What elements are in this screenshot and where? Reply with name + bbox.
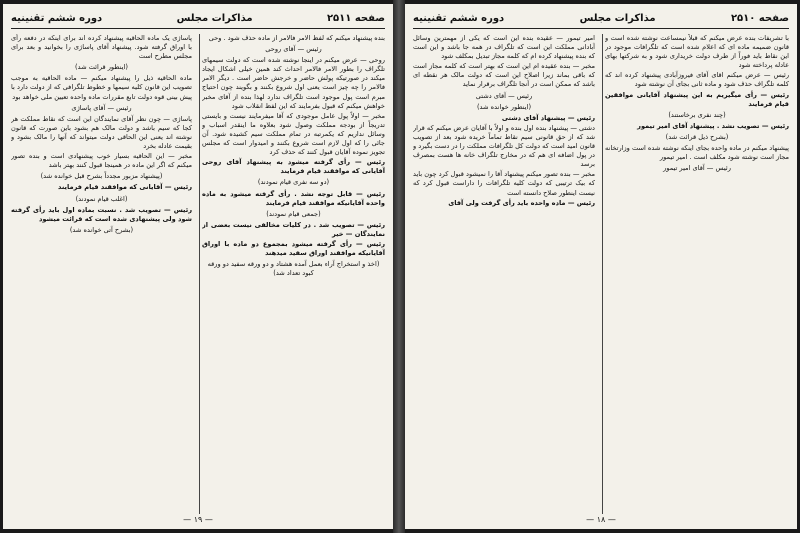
paragraph: (اغلب قیام نمودند) xyxy=(75,194,128,203)
paragraph: (جمعی قیام نمودند) xyxy=(266,209,321,218)
paragraph: مخبر — این الحاقیه بسیار خوب پیشنهادی است و بنده تصور میکنم که اگر این ماده در همینجا قبول کنند بهتر باشد xyxy=(11,152,192,170)
right-running-title: مذاکرات مجلس xyxy=(579,12,656,24)
paragraph: رئیس — عرض میکنم اقای آقای فیروزآبادی پیشنهاد کرده اند که کلمه تلگراف حذف شود و ماده ثانی بجای آن نوشته شود xyxy=(605,71,789,89)
right-page-header xyxy=(413,10,789,26)
paragraph: (دو سه نفری قیام نمودند) xyxy=(257,178,330,187)
paragraph: پاساژی یک ماده الحاقیه پیشنهاد کرده اند برای اینکه در دفعه رأی با اوراق گرفته شود. پیشنهاد آقای پاساژی را بخوانید و بعد برای مجلس مطرح است xyxy=(11,34,192,61)
paragraph: مخبر — بنده تصور میکنم پیشنهاد آقا را نمیشود قبول کرد چون باید که بیک ترتیبی که دولت کلیه تلگرافات را داراست قبول کرد که نیست اینطور صلاح دانسته است xyxy=(413,170,595,197)
paragraph: رئیس — رأی گرفته میشود به پیشنهاد آقای روحی آقایانی که موافقند قیام فرمایند xyxy=(202,158,385,176)
paragraph: روحی — عرض میکنم در اینجا نوشته شده است که دولت سیمهای تلگراف را بطور الامر فالامر احداث کند همین خیلی اشکال ایجاد میکند در صورتیکه پولش حاضر و خرجش حاضر است . دیگر الامر فالامر را چه چیز است یعنی اول شروع بکنند و بگویند چون احتیاج مبرم است پول موجود است تلگراف ندارد لهذا بنده از آقای مخبر خواهش میکنم که قبول بفرمایند که این لفظ انقلاب شود xyxy=(202,56,385,110)
header-rule xyxy=(413,28,789,29)
paragraph: (اینطور خوانده شد) xyxy=(476,102,532,111)
right-page-right-column xyxy=(605,34,789,514)
paragraph: مخبر — اولاً پول عامل موجودی که آقا میفرمایند نیست و بایستی تدریجاً از بودجه مملکت وصول شود بعلاوه ما اینقدر اسباب و وسائل نداریم که یکمرتبه در تمام مملکت سیم کشیده شود. آن جائی را که اول لازم است شروع بکنند و امیدوار است که مجلس تجویز نموده آقایان قبول کنند که حذف کرد xyxy=(202,111,385,157)
paragraph: رئیس — آقای دشتی xyxy=(475,91,533,100)
paragraph: رئیس — آقای پاساژی xyxy=(71,103,132,112)
paragraph: بنده پیشنهاد میکنم که لفظ الامر فالامر از ماده حذف شود . وحی xyxy=(208,34,385,42)
left-running-title: مذاکرات مجلس xyxy=(176,12,253,24)
paragraph: رئیس — رأی گرفته میشود بمجموع دو ماده با اوراق آقایانیکه موافقند اوراق سفید میدهند xyxy=(202,239,385,258)
paragraph: (بشرح آتی خوانده شد) xyxy=(69,225,134,234)
left-page-left-column xyxy=(11,34,192,514)
paragraph: رئیس — آقای روحی xyxy=(265,45,322,54)
paragraph: رئیس — ماده واحده باید رأی گرفت ولی آقای xyxy=(448,198,595,207)
paragraph: رئیس — آقای امیر تیمور xyxy=(663,164,731,173)
right-page-number: صفحه ۲۵۱۰ xyxy=(730,12,789,24)
paragraph: دشتی — پیشنهاد بنده اول بنده و اولاً با آقایان عرض میکنم که قرار شد که از حق قانونی سیم نقاط تماماً خریده شود بعد از تصویب قانون امید است که دولت کل تلگرافات مملکت را در دست بگیرد و در پول اضافه ای هم که در مخارج تلگراف خانه ها هست بمصرف برسد xyxy=(413,123,595,169)
paragraph: پاساژی — چون نظر آقای نمایندگان این است که نقاط مملکت هر کجا که سیم باشد و دولت مالک هم بشود باین صورت که قانون نوشته اند یعنی این الحاقی دولت میتواند که آنها را مالک بشود و بقیمت عادله بخرد xyxy=(11,114,192,151)
paragraph: (اخذ و استخراج آراء بعمل آمده هشتاد و دو ورقه سفید دو ورقه کبود تعداد شد) xyxy=(207,260,380,278)
paragraph: رئیس — قابل توجه نشد . رأی گرفته میشود به ماده واحده آقایانیکه موافقند قیام فرمایند xyxy=(202,189,385,207)
paragraph: پیشنهاد میکنم در ماده واحده بجای اینکه نوشته شده است وزارتخانه مجاز است نوشته شود مکلف است . امیر تیمور xyxy=(605,144,789,162)
paragraph: رئیس — رأی میگیریم به این پیشنهاد آقایانی موافقین قیام فرمایند xyxy=(605,90,789,108)
paragraph: رئیس — تصویب نشد . پیشنهاد آقای امیر تیمور xyxy=(637,121,789,130)
right-page-footer: — ۱۸ — xyxy=(586,515,616,524)
paragraph: رئیس — تصویب شد . در کلیات مخالفی نیست بعضی از نمایندگان — خیر xyxy=(202,220,385,238)
paragraph: مخبر — بنده عقیده ام این است که بهتر است که کلمه مجاز است که باقی بماند زیرا اصلاح این است که دولت مالک هر نقطه ای باشد که ممکن است در آنجا تلگراف برقرار نماید xyxy=(413,62,595,89)
right-page xyxy=(405,4,797,529)
paragraph: رئیس — آقایانی که موافقند قیام فرمایند xyxy=(58,183,192,192)
column-divider xyxy=(602,34,603,514)
book-gutter xyxy=(393,0,405,533)
paragraph: رئیس — تصویب شد . نسبت بماده اول باید رأی گرفته شود ولی پیشنهادی شده است که قرائت میشود xyxy=(11,205,192,223)
left-page-right-column xyxy=(202,34,385,514)
left-page-number: صفحه ۲۵۱۱ xyxy=(326,12,385,24)
header-rule xyxy=(11,28,385,29)
right-session-title: دوره ششم تقنینیه xyxy=(413,12,505,24)
left-page-header xyxy=(11,10,385,26)
left-session-title: دوره ششم تقنینیه xyxy=(11,12,103,24)
paragraph: (بشرح ذیل قرائت شد) xyxy=(665,132,729,141)
left-page xyxy=(3,4,393,529)
left-page-footer: — ۱۹ — xyxy=(183,515,213,524)
right-page-left-column xyxy=(413,34,595,514)
paragraph: با تشریفات بنده عرض میکنم که قبلاً نیمساعت نوشته شده است و قانون ضمیمه ماده ای که اعلام شده است که تلگرافات موجود در این نقاط باید فوراً از طرف دولت خریداری شود و به شرکتها بهای عادله پرداخته شود xyxy=(605,34,789,70)
paragraph: (پیشنهاد مزبور مجدداً بشرح قبل خوانده شد) xyxy=(40,172,163,181)
paragraph: رئیس — پیشنهاد آقای دشتی xyxy=(501,113,595,122)
paragraph: ماده الحاقیه ذیل را پیشنهاد میکنم — ماده الحاقیه به موجب تصویب این قانون کلیه سیمها و خطوط تلگرافی که از دولت دارد با پیش بینی قوه دولت تابع مقررات ماده واحده تعیین ملی خواهد بود xyxy=(11,74,192,101)
paragraph: (اینطور قرائت شد) xyxy=(75,63,128,72)
paragraph: (چند نفری برخاستند) xyxy=(668,110,726,119)
paragraph: امیر تیمور — عقیده بنده این است که یکی از مهمترین وسائل آبادانی مملکت این است که تلگراف در همه جا باشد و این است که بنده پیشنهاد کرده ام که کلمه مجاز تبدیل بمکلف شود xyxy=(413,34,595,61)
column-divider xyxy=(199,34,200,514)
